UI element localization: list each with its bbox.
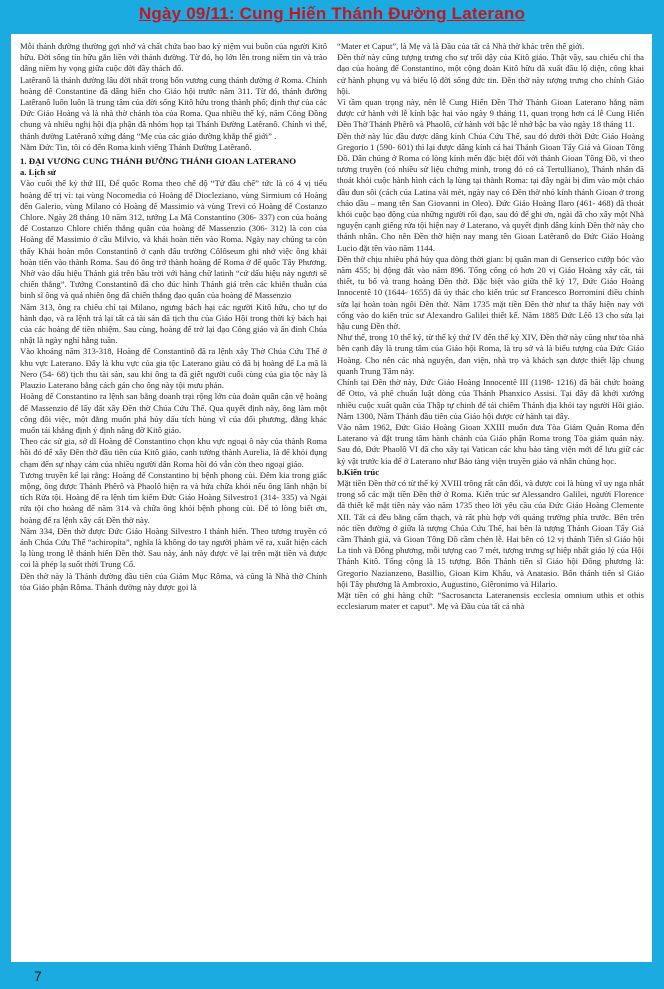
left-column-paragraph: Mỗi thánh đường thường gợi nhớ và chất chứa bao bao kỷ niệm vui buồn của người Kitô hữu. Đời sống tín hữu gắn liền với thánh đường. Từ đó, họ lớn lên trong niềm tin và trào dâng niềm hy vọng giữa cuộc đời đầy thách đố. bbox=[20, 41, 327, 74]
left-column-heading: a. Lịch sử bbox=[20, 167, 56, 178]
right-column-paragraph: Mặt tiền có ghi hàng chữ: “Sacrosancta Lateranensis ecclesia omnium uthis et othis ecclesiarum mater et caput”. Mẹ và Đầu của tất cả nhà bbox=[337, 589, 644, 612]
left-column-paragraph: Hoàng đế Constantino ra lệnh san bằng doanh trại rộng lớn của đoàn quân cận vệ hoàng đế Massenzio để lấy đất xây Đền thờ Chúa Cứu Thế. Qua quyết định này, ông làm một công đôi việc, một đằng muốn phá hủy dấu tích hùng vĩ của đối phương, đằng khác muốn tái khẳng định ý định nâng đỡ Kitô giáo. bbox=[20, 391, 327, 435]
left-column-paragraph: Tương truyền kể lại rằng: Hoàng đế Constantino bị bệnh phong cùi. Đêm kia trong giấc mộng, ông được Thánh Phêrô và Phaolô hiện ra và hứa chữa khỏi nếu ông lãnh nhận bí tích Rửa tội. Hoàng đế ra lệnh tìm kiếm Đức Giáo Hoàng Silvestro1 (314- 335) và Ngài rửa tội cho hoàng đế năm 314 và chữa ông khỏi bệnh phong cùi. Để tỏ lòng biết ơn, hoàng đế ra lệnh xây cất Đền thờ này. bbox=[20, 469, 327, 525]
left-column-paragraph: Đền thờ này là Thánh đường đầu tiên của Giám Mục Rôma, và cũng là Nhà thờ Chính tòa Giáo phận Rôma. Thánh đường này được gọi là bbox=[20, 570, 327, 592]
right-column-paragraph: Mặt tiền Đền thờ có từ thế kỷ XVIII trông rất cân đối, và được coi là hùng vĩ uy nga nhất trong số các mặt tiền Đền thờ ở Roma. Kiến trúc sư Alessandro Galilei, người Florence đã thiết kế mặt tiền này vào năm 1735 theo lời yêu cầu của Đức Giáo Hoàng Clemente XII. Tất cả đều bằng cẩm thạch, và rất phù hợp với quảng trường phía trước. Bên trên nóc tiền đường ở giữa là tượng Chúa Cứu Thế, hai bên là tượng Thánh Gioan Tẩy Giả cầm Thánh giá, và Gioan Tông Đồ cầm chén lễ. Hai bên có 12 vị thánh Tiến sĩ Giáo hội La tinh và Đông phương, mỗi tượng cao 7 mét, tượng trưng sự hiệp nhất giáo lý của Hội Thánh Kitô. Tổng cộng là 15 tượng. Bốn Thánh tiến sĩ Giáo hội Đông phương là: Gregorio Nazianzeno, Basillio, Gioan Kim Khẩu, và Anatasio. Bốn thánh tiến sĩ Giáo hội Tây phương là Ambroxio, Augustino, Giêronimo và Hilario. bbox=[337, 477, 644, 589]
left-column-paragraph: Vào khoảng năm 313-318, Hoàng đế Constantinô đã ra lệnh xây Thờ Chúa Cứu Thế ở khu vực Laterano. Đây là khu vực của gia tộc Laterano giàu có đã bị hoàng đế La mã là Nero (54- 68) tịch thu tài sản, sau khi ông ta đã giết người cuối cùng của gia tộc này là Plauzio Laterano bằng cách gán cho ông này tội mưu phản. bbox=[20, 346, 327, 391]
article-columns bbox=[20, 41, 644, 958]
right-column-paragraph: “Mater et Caput”, là Mẹ và là Đầu của tất cả Nhà thờ khác trên thế giới. bbox=[337, 41, 585, 51]
left-column-paragraph: Vào cuối thế kỷ thứ III, Đế quốc Roma theo chế độ “Tứ đầu chế” tức là có 4 vị tiểu hoàng đế trị vì: tại vùng Nocomedia có Hoàng đế Diocleziano, vùng Sirmium có Hoàng đến Galerio, vùng Milano có Hoàng đế Massimio và vùng Trevi có Hoàng đế Costanzo Chlore. Ngày 28 tháng 10 năm 312, tướng La Mã Constantino (306- 337) con của hoàng đế Costanzo Chlore chiến thắng quân của hoàng đế Massenzio (306- 312) là con của Hoàng đế Massimio ở cầu Milvio, và khải hoàn tiến vào Roma. Ngày nay chúng ta còn thấy Khải hoàn môn Constantinô ở cạnh đấu trường Côlôseum ghi nhớ việc ông khải hoàn tiến vào thành Roma. Sau đó ông trở thành hoàng đế Roma ở đế quốc Tây Phương. Nhờ vào dấu hiệu Thánh giá trên bầu trời với hàng chữ latinh “cứ dấu hiệu này ngươi sẽ chiến thắng”. Tướng Constantinô đã cho đúc hình Thánh giá trên các khiên thuẫn của binh sĩ ông và quả nhiên ông đã chiến thắng đạo quân của hoàng đế Massenzio bbox=[20, 178, 327, 301]
page-number: 7 bbox=[34, 968, 42, 984]
left-column-paragraph: Năm 334, Đền thờ được Đức Giáo Hoàng Silvestro I thánh hiến. Theo tương truyền có ảnh Chúa Cứu Thế “achiropita”, nghĩa là không do tay người phàm vẽ ra, xuất hiện cách lạ lùng trong lễ thánh hiến Đền thờ. Sau này, ảnh này được vẽ lại trên mặt tiền và được coi là phép lạ suốt thời Trung Cổ. bbox=[20, 525, 327, 570]
right-column-paragraph: Vì tầm quan trọng này, nên lễ Cung Hiến Đền Thờ Thánh Gioan Laterano hằng năm được cử hành với lễ kính bậc hai vào ngày 9 tháng 11, quan trọng hơn cả lễ Cung Hiến Đền Thờ Thánh Phêrô và Phaolô, cử hành với bậc lễ nhớ bậc ba vào ngày 18 tháng 11. bbox=[337, 97, 644, 130]
right-column-paragraph: Đền thờ này cũng tượng trưng cho sự trổi dậy của Kitô giáo. Thật vậy, sau chiếu chỉ tha đạo của hoàng đế Constantino, một cộng đoàn Kitô hữu đã xuất đầu lộ diện, công khai cử hành phụng vụ và biểu lộ đời sống đức tin. Đền thờ này tượng trưng cho chính Giáo hội. bbox=[337, 52, 644, 96]
right-column-paragraph: Đền thờ chịu nhiều phá hủy qua dòng thời gian: bị quân man di Genserico cướp bóc vào năm 455; bị động đất vào năm 896. Tổng công có hơn 20 vị Giáo Hoàng xây cất, tái thiết, tu bổ và trang hoàng Đền thờ. Đặc biệt vào giữa thế kỷ 17, Đức Giáo Hoàng Innocentê 10 (1644- 1655) đã ủy thác cho kiến trúc sư Francesco Borromini điều chỉnh sửa lại hoàn toàn ngôi Đền thờ. Năm 1735 mặt tiền Đền thờ như ta thấy hiện nay với cổng vào do kiến trúc sư Alexandro Galilei thiết kế. Năm 1885 Đức Lêô 13 cho sửa lại hậu cung Đền thờ. bbox=[337, 253, 644, 332]
header bbox=[0, 0, 664, 30]
left-column-paragraph: Theo các sử gia, sở dĩ Hoàng đế Constantino chọn khu vực ngoại ô này của thành Roma hồi đó để xây Đền thờ đầu tiên của Kitô giáo, canh tường thành Aurelia, là để khỏi đụng chạm đến sự nhạy cảm của nhiều người dân Roma hồi đó vẫn còn theo ngoại giáo. bbox=[20, 436, 327, 469]
page-title: Ngày 09/11: Cung Hiến Thánh Đường Laterano bbox=[138, 4, 526, 23]
left-column-paragraph: Nằm Đức Tin, tôi có đến Roma kinh viếng Thánh Đường Latêranô. bbox=[20, 141, 252, 152]
right-column-paragraph: Đền thờ này lúc đầu được dâng kính Chúa Cứu Thế, sau đó dưới thời Đức Giáo Hoàng Gregorio 1 (590- 601) thì lại được dâng kính cả hai Thánh Gioan Tẩy Giả và Gioan Tông Đồ. Dân chúng ở Roma có lòng kính mến đặc biệt đối với thánh Gioan Tông Đồ, vì theo tương truyền (có nhiều sử liệu chứng minh, trong đó có cả Tertulliano), Thánh nhân đã thoát khỏi cuộc hành hình cách lạ lùng tại thành Roma: tại đây ngài bị dìm vào một chảo dầu đun sôi (cách của Latina vài mét, ngày nay có Đền thờ nhỏ kính thánh Gioan ở trong chảo dầu – mang tên San Giovanni in Oleo). Đức Giáo Hoàng Ilaro (461- 468) đã thoát khỏi cuộc bạo động của những người rối đạo, sau đó để ghi ơn, ngài đã cho xây một Nhà nguyện cạnh giếng rửa tội hiện nay ở Laterano, và quyết định dâng kính Đền thờ này cho thánh nhân. Cho nên Đền thờ hiện nay mang tên Gioan Latêranô do Đức Giáo Hoàng Lucio đặt tên vào năm 1144. bbox=[337, 130, 644, 253]
right-column-heading: b.Kiến trúc bbox=[337, 466, 380, 477]
left-column-heading: 1. ĐẠI VƯƠNG CUNG THÁNH ĐƯỜNG THÁNH GIOAN LATERANO bbox=[20, 156, 297, 167]
right-column-paragraph: Như thế, trong 10 thế kỷ, từ thế kỷ thứ IV đến thế kỷ XIV, Đền thờ này cũng như tòa nhà bên cạnh đây là trung tâm của Giáo hội Roma, là trụ sở và là biểu tượng của Đức Giáo Hoàng. Cho nên các nhà nguyện, đan viện, nhà trọ và khách sạn được thiết lập chung quanh Trung Tâm này. bbox=[337, 332, 644, 376]
right-column-paragraph: Chính tại Đền thờ này, Đức Giáo Hoàng Innocentê III (1198- 1216) đã bãi chức hoàng đế Otto, và phê chuẩn luật dòng của Thánh Phanxico Assisi. Tại đây đã khởi xướng nhiều cuộc xuất quân của Thập tự chinh để tái chiếm Thánh địa khỏi tay người Hồi giáo. Năm 1300, Năm Thánh đầu tiên của Giáo hội được cử hành tại đây. bbox=[337, 377, 644, 421]
left-column bbox=[20, 41, 327, 958]
left-column-paragraph: Latêranô là thánh đường lâu đời nhất trong bốn vương cung thánh đường ở Roma. Chính hoàng đế Constantine đã dâng hiến cho Giáo hội trước năm 311. Từ đó, thánh đường Latêranô luôn luôn là trung tâm của đời sống Kitô hữu trong thành phố; định thự của các Đức Giáo Hoàng và là nhà thờ chánh tòa của Roma. Qua nhiều thế kỷ, năm Công Đồng chung và nhiều nghị hội địa phận đã nhóm họp tại Thánh Đường Latêranô. Chính vì thế, thánh đường Latêranô xứng đáng “Mẹ của các giáo đường khắp thế giới” . bbox=[20, 74, 327, 141]
right-column-paragraph: Vào năm 1962, Đức Giáo Hoàng Gioan XXIII muốn đưa Tòa Giám Quản Roma đến Laterano và đặt trung tâm hành chánh của Giáo phận Roma trong Tòa giám quản này. Sau đó, Đức Phaolô VI đã cho xây tại Vatican các khu bảo tàng viện mới để lưu giữ các kỷ vật trước kia để ở Laterano như Bảo tàng viện truyền giáo và nhân chủng học. bbox=[337, 421, 644, 466]
right-column bbox=[337, 41, 644, 958]
left-column-paragraph: Năm 313, ông ra chiếu chỉ tại Milano, ngưng bách hại các người Kitô hữu, cho tự do hành đạo, và ra lệnh trả lại tất cả tài sản đã tịch thu của Giáo Hội trong thời kỳ bách hại của các hoàng đế tiền nhiệm. Sau cùng, hoàng đế trở lại đạo Công giáo và ẩn đình Chúa nhật là ngày nghỉ hằng tuần. bbox=[20, 301, 327, 346]
article-page bbox=[11, 34, 652, 962]
